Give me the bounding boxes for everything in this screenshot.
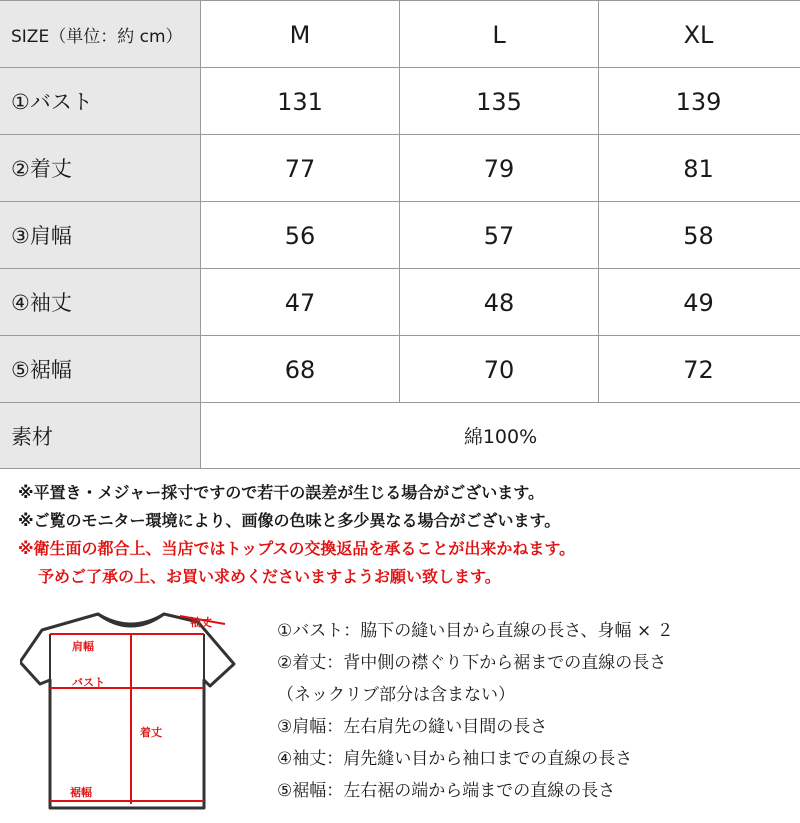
table-cell: 58 xyxy=(683,222,714,250)
notes xyxy=(0,480,800,592)
legend-hem: ⑤裾幅：左右裾の端から端までの直線の長さ xyxy=(277,781,616,801)
table-cell: 79 xyxy=(400,135,599,201)
diagram-sleeve-label: 袖丈 xyxy=(190,616,212,629)
note-acknowledge: 予めご了承の上、お買い求めくださいますようお願い致します。 xyxy=(38,567,501,586)
tshirt-measurement-diagram xyxy=(20,608,260,818)
table-cell: 72 xyxy=(683,356,714,384)
table-row xyxy=(0,202,800,269)
table-cell: 49 xyxy=(683,289,714,317)
legend-length: ②着丈：背中側の襟ぐり下から裾までの直線の長さ xyxy=(277,653,667,673)
legend-bust: ①バスト：脇下の縫い目から直線の長さ、身幅 × ２ xyxy=(277,621,674,641)
size-header-row xyxy=(0,1,800,68)
table-cell: 68 xyxy=(201,336,400,402)
table-row xyxy=(0,135,800,202)
diagram-shoulder-label: 肩幅 xyxy=(72,640,94,653)
table-cell: 139 xyxy=(675,88,722,116)
table-cell: 57 xyxy=(400,202,599,268)
table-cell: 56 xyxy=(201,202,400,268)
legend-shoulder: ③肩幅：左右肩先の縫い目間の長さ xyxy=(277,717,548,737)
note-no-returns: ※衛生面の都合上、当店ではトップスの交換返品を承ることが出来かねます。 xyxy=(18,539,576,558)
table-cell: 77 xyxy=(201,135,400,201)
legend-length-note: （ネックリブ部分は含まない） xyxy=(277,685,515,705)
table-row xyxy=(0,68,800,135)
diagram-bust-label: バスト xyxy=(72,676,105,689)
row-label: ④袖丈 xyxy=(0,269,201,335)
table-row xyxy=(0,269,800,336)
row-label: ③肩幅 xyxy=(0,202,201,268)
table-cell: 70 xyxy=(400,336,599,402)
row-label: ②着丈 xyxy=(0,135,201,201)
row-label: ⑤裾幅 xyxy=(0,336,201,402)
note-measurement: ※平置き・メジャー採寸ですので若干の誤差が生じる場合がございます。 xyxy=(18,483,544,502)
table-cell: 135 xyxy=(400,68,599,134)
size-unit-label: SIZE（単位：約 cm） xyxy=(0,1,201,67)
legend-sleeve: ④袖丈：肩先縫い目から袖口までの直線の長さ xyxy=(277,749,633,769)
size-xl-header: XL xyxy=(683,21,714,49)
diagram-hem-label: 裾幅 xyxy=(70,786,92,799)
tshirt-outline xyxy=(20,614,234,808)
size-m-header: M xyxy=(201,1,400,67)
note-monitor: ※ご覧のモニター環境により、画像の色味と多少異なる場合がございます。 xyxy=(18,511,561,530)
table-row xyxy=(0,336,800,403)
measurement-legend xyxy=(277,616,674,808)
diagram-length-label: 着丈 xyxy=(140,726,162,739)
size-l-header: L xyxy=(400,1,599,67)
row-label: ①バスト xyxy=(0,68,201,134)
table-cell: 47 xyxy=(201,269,400,335)
table-cell: 81 xyxy=(683,155,714,183)
material-row xyxy=(0,403,800,469)
material-value: 綿100% xyxy=(463,426,538,448)
tshirt-illustration xyxy=(20,608,260,818)
table-cell: 131 xyxy=(201,68,400,134)
table-cell: 48 xyxy=(400,269,599,335)
material-label: 素材 xyxy=(0,403,201,468)
